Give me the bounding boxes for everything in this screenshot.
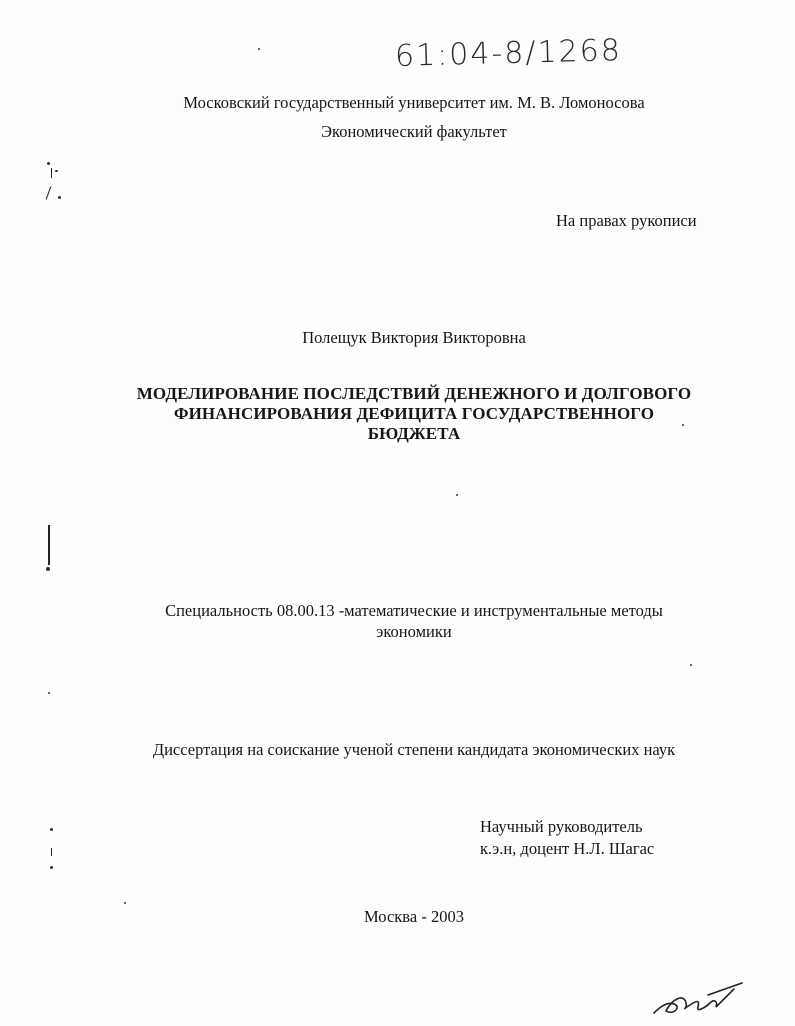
rights-note: На правах рукописи (556, 211, 697, 230)
scan-speck (124, 902, 126, 904)
margin-mark (46, 186, 52, 199)
scan-speck (456, 494, 458, 496)
supervisor-name: к.э.н, доцент Н.Л. Шагас (480, 839, 655, 858)
scan-speck (50, 866, 53, 869)
city-year: Москва - 2003 (364, 907, 464, 926)
scan-speck (47, 162, 50, 165)
signature-path (654, 983, 742, 1013)
specialty (100, 600, 728, 642)
scan-speck (690, 664, 692, 666)
title-line-2: ФИНАНСИРОВАНИЯ ДЕФИЦИТА ГОСУДАРСТВЕННОГО (173, 404, 655, 423)
scan-speck (50, 828, 53, 831)
university-name: Московский государственный университет им. М. В. Ломоносова (183, 93, 645, 112)
margin-mark (51, 168, 52, 178)
faculty-name: Экономический факультет (321, 122, 507, 141)
author-name: Полещук Виктория Викторовна (302, 328, 526, 347)
dissertation-title (100, 384, 728, 444)
specialty-line-2: экономики (376, 622, 452, 641)
supervisor-block (480, 816, 654, 860)
archive-code-handwritten: 61:04-8/1268 (394, 33, 623, 74)
scan-speck (258, 48, 260, 50)
supervisor-role: Научный руководитель (480, 817, 643, 836)
scan-speck (55, 170, 58, 172)
dissertation-note: Диссертация на соискание ученой степени кандидата экономических наук (152, 740, 676, 759)
title-line-3: БЮДЖЕТА (367, 424, 461, 443)
margin-mark (51, 848, 52, 856)
signature-scribble (650, 975, 750, 1020)
title-line-1: МОДЕЛИРОВАНИЕ ПОСЛЕДСТВИЙ ДЕНЕЖНОГО И ДОЛГОВОГО (136, 384, 692, 403)
scan-speck (58, 196, 61, 199)
specialty-line-1: Специальность 08.00.13 -математические и инструментальные методы (165, 601, 663, 620)
scan-speck (48, 692, 50, 694)
scan-speck (46, 567, 50, 571)
margin-mark (48, 525, 50, 565)
scan-speck (682, 424, 684, 426)
